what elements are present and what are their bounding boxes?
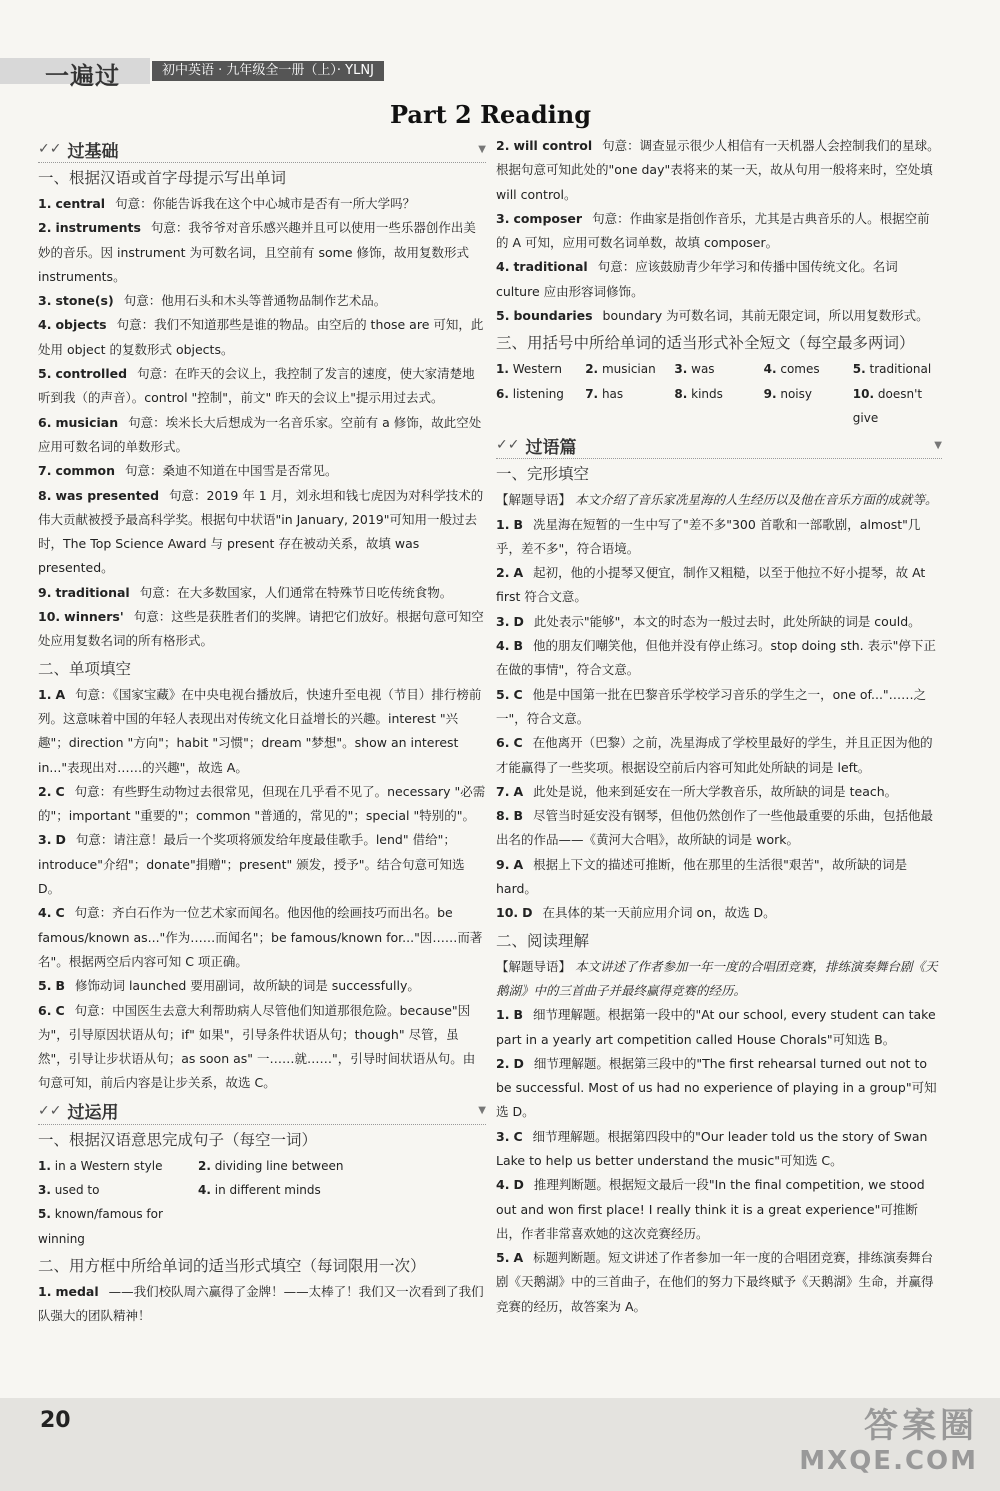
explanation-text: 句意：应该鼓励青少年学习和传播中国传统文化。名词 culture 应由形容词修饰。 — [496, 259, 898, 299]
section-band: ✓✓ 过基础 ▼ — [38, 136, 486, 163]
explanation-text: 句意：在昨天的会议上，我控制了发言的速度，使大家清楚地听到我（的声音）。control "控制"，前文" 昨天的会议上"提示用过去式。 — [38, 366, 475, 406]
answer-item — [496, 853, 942, 902]
answer-item — [496, 804, 942, 853]
answer-text: in different minds — [214, 1182, 321, 1197]
answer-item — [38, 828, 486, 901]
item-number: 3. — [496, 1128, 510, 1144]
answer-item — [496, 731, 942, 780]
section-title: 一、完形填空 — [496, 465, 590, 484]
answer-text: controlled — [55, 366, 128, 382]
answer-item — [496, 513, 942, 562]
item-number: 6. — [38, 1002, 52, 1018]
explanation-text: 起初，他的小提琴又便宜，制作又粗糙，以至于他拉不好小提琴，故 At first 符合文意。 — [496, 565, 926, 605]
answer-item — [496, 683, 942, 732]
explanation-text: 句意：他用石头和木头等普通物品制作艺术品。 — [123, 293, 387, 309]
item-number: 5. — [38, 366, 52, 382]
answer-item — [38, 192, 486, 216]
answer-text: dividing line between — [214, 1158, 344, 1173]
item-number: 5. — [496, 1250, 510, 1266]
answer-text: C — [55, 1002, 65, 1018]
answer-text: common — [55, 463, 115, 479]
answer-text: traditional — [55, 584, 130, 600]
answer-item — [496, 1052, 942, 1125]
explanation-text: 句意：你能告诉我在这个中心城市是否有一所大学吗？ — [115, 196, 416, 211]
item-number: 2. — [38, 220, 52, 236]
answer-item — [38, 605, 486, 654]
explanation-text: boundary 为可数名词，其前无限定词，所以用复数形式。 — [602, 308, 929, 324]
answer-text: stone(s) — [55, 293, 114, 309]
grid-answer — [764, 357, 853, 381]
answer-text: C — [513, 1128, 523, 1144]
answer-text: C — [513, 686, 523, 702]
item-number: 3. — [496, 613, 510, 629]
section-title: 二、单项填空 — [38, 659, 132, 678]
answer-text: A — [513, 1250, 524, 1266]
explanation-text: 句意：中国医生去意大利帮助病人尽管他们知道那很危险。because"因为"，引导原因状语从句；if" 如果"，引导条件状语从句；though" 尽管，虽然"，引导让步状语从句；as soon as" 一……就……"，引导时间状语从句。由句意可知，前后内容是让步关系，故选 C。 — [38, 1002, 476, 1091]
item-number: 1. — [38, 1158, 51, 1173]
item-number: 4. — [38, 317, 52, 333]
answer-item — [496, 780, 942, 804]
answer-item — [496, 610, 942, 634]
item-number: 10. — [852, 386, 875, 401]
grid-answer — [764, 382, 853, 431]
explanation-text: 修饰动词 launched 要用副词，故所缺的词是 successfully。 — [74, 978, 420, 994]
answer-text: will control — [513, 138, 593, 153]
explanation-text: 细节理解题。根据第四段中的"Our leader told us the story of Swan Lake to help us better understand the music"可知选 C。 — [496, 1128, 928, 1168]
answer-text: comes — [780, 362, 820, 377]
item-number: 6. — [496, 386, 509, 401]
explanation-text: 句意：《国家宝藏》在中央电视台播放后，快速升至电视（节目）排行榜前列。这意味着中国的年轻人表现出对传统文化日益增长的兴趣。interest "兴趣"；direction "方向"；habit "习惯"；dream "梦想"。show an interest in..."表现出对……的兴趣"，故选 A。 — [38, 686, 482, 775]
answer-item — [38, 581, 486, 605]
answer-list — [38, 1280, 486, 1329]
explanation-text: 句意：2019 年 1 月，刘永坦和钱七虎因为对科学技术的伟大贡献被授予最高科学奖。根据句中状语"in January, 2019"可知用一般过去时，The Top Science Award 与 present 存在被动关系，故填 was presented。 — [38, 487, 484, 576]
explanation-text: 句意：我爷爷对音乐感兴趣并且可以使用一些乐器创作出美妙的音乐。因 instrument 为可数名词，且空前有 some 修饰，故用复数形式 instruments。 — [38, 220, 476, 284]
answer-item — [496, 634, 942, 683]
item-number: 3. — [496, 210, 510, 226]
answer-text: D — [513, 1055, 524, 1071]
answer-text: known/famous for winning — [38, 1207, 163, 1246]
item-number: 1. — [38, 686, 52, 702]
explanation-text: 此处表示"能够"，本文的时态为一般过去时，此处所缺的词是 could。 — [533, 613, 921, 629]
explanation-text: 他的朋友们嘲笑他，但他并没有停止练习。stop doing sth. 表示"停下正在做的事情"，符合文意。 — [496, 638, 936, 678]
answer-grid — [38, 1154, 486, 1251]
explanation-text: 推理判断题。根据短文最后一段"In the final competition, we stood out and won first place! I really think it is a great experience"可推断出，作者非常喜欢她的这次竞赛经历。 — [496, 1177, 925, 1241]
guide-text: 【解题导语】 本文讲述了作者参加一年一度的合唱团竞赛，排练演奏舞台剧《天鹅湖》中的三首曲子并最终赢得竞赛的经历。 — [496, 958, 938, 998]
answer-text: was — [691, 362, 715, 377]
item-number: 6. — [38, 414, 52, 430]
answer-item — [38, 780, 486, 829]
answer-item — [496, 1246, 942, 1319]
explanation-text: 句意：这些是获胜者们的奖牌。请把它们放好。根据句意可知空处应用复数名词的所有格形式。 — [38, 609, 484, 649]
answer-text: in a Western style — [54, 1158, 163, 1173]
right-column — [496, 134, 942, 1319]
answer-item — [496, 207, 942, 256]
answer-item — [38, 1280, 486, 1329]
answer-text: B — [513, 808, 523, 824]
answer-text: A — [513, 565, 524, 581]
explanation-text: 细节理解题。根据第三段中的"The first rehearsal turned out not to be successful. Most of us had no experience of playing in a group"可知选 D。 — [496, 1055, 937, 1120]
triangle-icon: ▼ — [478, 1105, 486, 1117]
explanation-text: 标题判断题。短文讲述了作者参加一年一度的合唱团竞赛，排练演奏舞台剧《天鹅湖》中的三首曲子，在他们的努力下最终赋予《天鹅湖》生命，并赢得竞赛的经历，故答案为 A。 — [496, 1250, 934, 1314]
answer-list — [496, 1003, 942, 1319]
explanation-text: 在他离开（巴黎）之前，冼星海成了学校里最好的学生，并且正因为他的才能赢得了一些奖项。根据设空前后内容可知此处所缺的词是 left。 — [496, 735, 933, 775]
header-bar — [0, 52, 1000, 88]
item-number: 2. — [496, 138, 510, 153]
answer-text: A — [513, 856, 524, 872]
item-number: 10. — [496, 905, 519, 921]
answer-text: B — [513, 638, 523, 654]
grid-answer — [38, 1178, 198, 1202]
explanation-text: 句意：作曲家是指创作音乐，尤其是古典音乐的人。根据空前的 A 可知，应用可数名词单数，故填 composer。 — [496, 210, 930, 251]
item-number: 3. — [38, 1182, 51, 1197]
answer-item — [38, 216, 486, 289]
item-number: 5. — [38, 1207, 51, 1222]
item-number: 4. — [38, 905, 52, 921]
answer-grid — [496, 357, 942, 430]
item-number: 1. — [38, 196, 52, 211]
item-number: 1. — [496, 362, 509, 377]
explanation-text: 根据上下文的描述可推断，他在那里的生活很"艰苦"，故所缺的词是 hard。 — [496, 856, 908, 897]
answer-list — [38, 192, 486, 654]
item-number: 9. — [38, 584, 52, 600]
item-number: 4. — [763, 362, 777, 377]
grid-answer — [674, 357, 763, 381]
explanation-text: ——我们校队周六赢得了金牌！——太棒了！我们又一次看到了我们队强大的团队精神！ — [38, 1283, 484, 1324]
explanation-text: 句意：齐白石作为一位艺术家而闻名。他因他的绘画技巧而出名。be famous/known as..."作为……而闻名"；be famous/known for..."因……而著名"。根据两空后内容可知 C 项正确。 — [38, 905, 483, 969]
answer-text: has — [601, 386, 624, 401]
explanation-text: 句意：有些野生动物过去很常见，但现在几乎看不见了。necessary "必需的"；important "重要的"；common "普通的，常见的"；special "特别的"。 — [38, 783, 486, 824]
grid-answer — [38, 1202, 198, 1251]
item-number: 2. — [496, 1055, 510, 1071]
item-number: 8. — [674, 386, 688, 401]
explanation-text: 细节理解题。根据第一段中的"At our school, every student can take part in a yearly art competition called House Chorals"可知选 B。 — [496, 1007, 936, 1047]
answer-text: instruments — [55, 220, 141, 236]
left-column — [38, 134, 486, 1328]
answer-item — [38, 411, 486, 460]
brand-logo: 一遍过 — [45, 62, 120, 90]
grid-answer — [853, 382, 942, 431]
triangle-icon: ▼ — [478, 143, 486, 155]
answer-text: D — [55, 832, 66, 848]
answer-text: C — [55, 783, 65, 799]
grid-answer — [496, 382, 585, 431]
explanation-text: 句意：埃米长大后想成为一名音乐家。空前有 a 修饰，故此空处应用可数名词的单数形式。 — [38, 414, 482, 454]
item-number: 5. — [496, 308, 510, 324]
answer-item — [38, 999, 486, 1096]
guide-text: 【解题导语】 本文介绍了音乐家冼星海的人生经历以及他在音乐方面的成就等。 — [496, 492, 938, 508]
answer-text: C — [513, 735, 523, 751]
answer-text: A — [55, 686, 66, 702]
check-icon: ✓✓ — [496, 437, 520, 454]
answer-item — [38, 484, 486, 581]
answer-text: noisy — [780, 386, 812, 401]
page-title: Part 2 Reading — [390, 100, 591, 129]
answer-text: doesn't give — [852, 386, 923, 425]
explanation-text: 句意：请注意！最后一个奖项将颁发给年度最佳歌手。lend" 借给"；introduce"介绍"；donate"捐赠"；present" 颁发，授予"。结合句意可知选 D。 — [38, 832, 465, 897]
answer-item — [496, 1125, 942, 1174]
item-number: 7. — [585, 386, 599, 401]
item-number: 2. — [198, 1158, 211, 1173]
answer-text: B — [513, 516, 523, 532]
answer-text: D — [513, 613, 524, 629]
item-number: 5. — [496, 686, 510, 702]
item-number: 3. — [38, 293, 52, 309]
answer-text: boundaries — [513, 308, 593, 324]
explanation-text: 他是中国第一批在巴黎音乐学校学习音乐的学生之一，one of..."……之一"，符合文意。 — [496, 686, 927, 726]
item-number: 9. — [763, 386, 777, 401]
explanation-text: 句意：在大多数国家，人们通常在特殊节日吃传统食物。 — [139, 584, 453, 600]
section-band: ✓✓ 过运用 ▼ — [38, 1098, 486, 1125]
answer-text: central — [55, 196, 106, 211]
grid-answer — [853, 357, 942, 381]
answer-item — [38, 289, 486, 313]
explanation-text: 此处是说，他来到延安在一所大学教音乐，故所缺的词是 teach。 — [533, 783, 898, 799]
section-title: 一、根据汉语意思完成句子（每空一词） — [38, 1130, 318, 1149]
item-number: 4. — [496, 638, 510, 654]
item-number: 2. — [496, 565, 510, 581]
grid-answer — [674, 382, 763, 431]
grid-answer — [585, 382, 674, 431]
item-number: 5. — [38, 978, 52, 994]
answer-list — [496, 513, 942, 926]
answer-text: D — [522, 905, 533, 921]
item-number: 4. — [496, 1177, 510, 1193]
item-number: 7. — [496, 783, 510, 799]
answer-text: A — [513, 783, 524, 799]
section-title: 一、根据汉语或首字母提示写出单词 — [38, 169, 287, 187]
answer-item — [496, 304, 942, 328]
grid-answer — [585, 357, 674, 381]
item-number: 4. — [496, 259, 510, 275]
answer-list — [496, 134, 942, 328]
answer-text: used to — [54, 1182, 100, 1197]
item-number: 1. — [496, 1007, 510, 1023]
answer-list — [38, 683, 486, 1096]
item-number: 10. — [38, 609, 61, 625]
answer-text: composer — [513, 210, 583, 226]
answer-text: listening — [512, 386, 564, 401]
item-number: 2. — [585, 362, 599, 377]
item-number: 8. — [496, 808, 510, 824]
explanation-text: 在具体的某一天前应用介词 on，故选 D。 — [542, 905, 776, 921]
grid-answer — [198, 1178, 486, 1202]
answer-item — [38, 974, 486, 998]
answer-text: traditional — [513, 259, 588, 275]
item-number: 5. — [852, 362, 866, 377]
check-icon: ✓✓ — [38, 141, 62, 157]
answer-text: Western — [512, 362, 562, 377]
answer-text: traditional — [869, 362, 932, 377]
answer-text: B — [55, 978, 65, 994]
section-title: 二、阅读理解 — [496, 931, 590, 950]
page-number: 20 — [40, 1408, 71, 1433]
item-number: 6. — [496, 735, 510, 751]
grid-answer — [38, 1154, 198, 1178]
item-number: 1. — [496, 516, 510, 532]
check-icon: ✓✓ — [38, 1102, 62, 1119]
answer-text: B — [513, 1007, 523, 1023]
answer-item — [496, 255, 942, 304]
answer-item — [496, 134, 942, 207]
section-title: 三、用括号中所给单词的适当形式补全短文（每空最多两词） — [496, 334, 915, 353]
item-number: 4. — [198, 1182, 211, 1197]
answer-item — [38, 459, 486, 483]
explanation-text: 尽管当时延安没有钢琴，但他仍然创作了一些他最重要的乐曲，包括他最出名的作品——《黄河大合唱》，故所缺的词是 work。 — [496, 808, 933, 848]
item-number: 2. — [38, 783, 52, 799]
watermark: 答案圈 MXQE.COM — [799, 1406, 978, 1476]
answer-text: kinds — [691, 386, 723, 401]
answer-item — [38, 362, 486, 411]
answer-text: musician — [601, 362, 656, 377]
answer-item — [496, 901, 942, 925]
item-number: 3. — [38, 832, 52, 848]
answer-text: objects — [55, 317, 107, 333]
answer-text: medal — [55, 1283, 99, 1299]
grid-answer — [496, 357, 585, 381]
answer-item — [496, 1173, 942, 1246]
answer-item — [38, 901, 486, 974]
answer-item — [38, 313, 486, 362]
answer-text: winners' — [64, 609, 124, 625]
answer-text: D — [513, 1177, 524, 1193]
book-subtitle: 初中英语 · 九年级全一册（上）· YLNJ — [152, 61, 384, 81]
section-band: ✓✓ 过语篇 ▼ — [496, 432, 942, 459]
item-number: 7. — [38, 463, 52, 479]
answer-text: was presented — [55, 487, 160, 503]
item-number: 9. — [496, 856, 510, 872]
answer-item — [38, 683, 486, 780]
answer-text: musician — [55, 414, 119, 430]
item-number: 3. — [674, 362, 688, 377]
explanation-text: 句意：我们不知道那些是谁的物品。由空后的 those are 可知，此处用 object 的复数形式 objects。 — [38, 317, 484, 357]
answer-item — [496, 561, 942, 610]
explanation-text: 句意：调查显示很少人相信有一天机器人会控制我们的星球。根据句意可知此处的"one day"表将来的某一天，故从句用一般将来时，空处填 will control。 — [496, 138, 940, 202]
explanation-text: 句意：桑迪不知道在中国雪是否常见。 — [124, 463, 338, 479]
answer-item — [496, 1003, 942, 1052]
grid-answer — [198, 1154, 486, 1178]
triangle-icon: ▼ — [934, 439, 942, 451]
answer-text: C — [55, 905, 65, 921]
item-number: 1. — [38, 1283, 52, 1299]
item-number: 8. — [38, 487, 52, 503]
explanation-text: 冼星海在短暂的一生中写了"差不多"300 首歌和一部歌剧，almost"几乎，差不多"，符合语境。 — [496, 516, 921, 556]
section-title: 二、用方框中所给单词的适当形式填空（每词限用一次） — [38, 1256, 426, 1275]
